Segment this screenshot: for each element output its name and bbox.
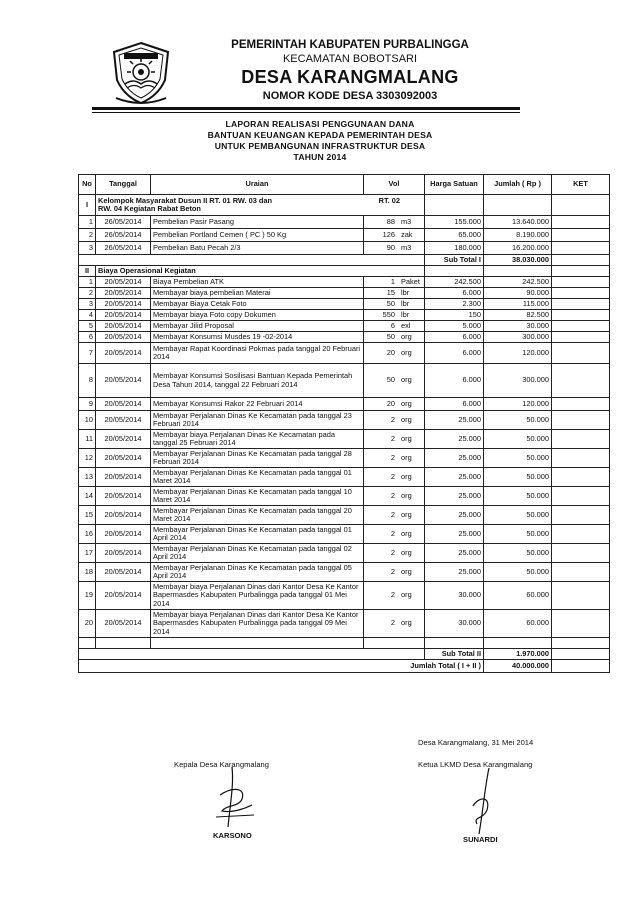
volume-cell [364, 321, 425, 332]
section-1-heading-row [79, 195, 610, 216]
row-unit-price: 6.000 [425, 288, 484, 299]
table-row [79, 216, 610, 229]
row-description: Membayar Perjalanan Dinas Ke Kecamatan pada tanggal 10 Maret 2014 [151, 487, 364, 506]
row-description: Membayar Konsumsi Musdes 19 -02-2014 [151, 332, 364, 343]
table-row [79, 525, 610, 544]
row-description: Membayar biaya pembelian Materai [151, 288, 364, 299]
row-unit-price: 30.000 [425, 582, 484, 610]
section-title-part: RW. 04 Kegiatan Rabat Beton [98, 204, 201, 213]
volume-cell [364, 343, 425, 364]
row-remarks [552, 563, 610, 582]
table-row [79, 506, 610, 525]
quantity: 20 [386, 347, 395, 357]
unit: lbr [401, 287, 410, 297]
row-remarks [552, 277, 610, 288]
row-remarks [552, 364, 610, 398]
letterhead [200, 38, 500, 103]
row-date: 20/05/2014 [96, 449, 151, 468]
quantity: 2 [390, 471, 395, 481]
unit: org [401, 547, 412, 557]
row-amount: 120.000 [484, 343, 552, 364]
unit: exl [401, 320, 411, 330]
col-volume-header: Vol [364, 175, 425, 195]
row-remarks [552, 430, 610, 449]
row-amount: 30.000 [484, 321, 552, 332]
row-amount: 60.000 [484, 582, 552, 610]
volume-cell [364, 449, 425, 468]
section-2-heading-row [79, 266, 610, 277]
subtotal-label: Sub Total II [425, 649, 484, 660]
table-row [79, 430, 610, 449]
row-number: 17 [79, 544, 96, 563]
empty-cell [552, 660, 610, 673]
row-unit-price: 150 [425, 310, 484, 321]
row-remarks [552, 216, 610, 229]
right-signature-scribble [465, 766, 505, 836]
row-number: 7 [79, 343, 96, 364]
row-number: 16 [79, 525, 96, 544]
empty-cell [96, 638, 151, 649]
row-unit-price: 6.000 [425, 398, 484, 411]
volume-cell [364, 216, 425, 229]
row-remarks [552, 544, 610, 563]
row-remarks [552, 321, 610, 332]
unit: m3 [401, 242, 412, 252]
row-unit-price: 30.000 [425, 610, 484, 638]
table-row [79, 310, 610, 321]
volume-cell [364, 411, 425, 430]
row-description: Membayar Perjalanan Dinas Ke Kecamatan pada tanggal 02 April 2014 [151, 544, 364, 563]
row-unit-price: 25.000 [425, 506, 484, 525]
volume-cell [364, 487, 425, 506]
table-row [79, 332, 610, 343]
quantity: 2 [390, 433, 395, 443]
row-number: 20 [79, 610, 96, 638]
quantity: 88 [386, 216, 395, 226]
row-description: Membayar Biaya Cetak Foto [151, 299, 364, 310]
quantity: 2 [390, 590, 395, 600]
row-unit-price: 2.300 [425, 299, 484, 310]
section-title [96, 195, 425, 216]
row-unit-price: 25.000 [425, 411, 484, 430]
grand-total-row [79, 660, 610, 673]
row-remarks [552, 299, 610, 310]
row-date: 20/05/2014 [96, 506, 151, 525]
col-remarks-header: KET [552, 175, 610, 195]
subtotal-1-row [79, 255, 610, 266]
row-date: 20/05/2014 [96, 299, 151, 310]
row-amount: 115.000 [484, 299, 552, 310]
row-date: 20/05/2014 [96, 525, 151, 544]
regency-emblem-logo [108, 40, 174, 106]
table-row [79, 299, 610, 310]
row-amount: 300.000 [484, 364, 552, 398]
letterhead-government: PEMERINTAH KABUPATEN PURBALINGGA [231, 39, 469, 51]
row-amount: 242.500 [484, 277, 552, 288]
report-title-line: BANTUAN KEUANGAN KEPADA PEMERINTAH DESA [207, 130, 433, 140]
section-title-part: Kelompok Masyarakat Dusun II RT. 01 RW. 03 dan [98, 195, 273, 205]
unit: org [401, 452, 412, 462]
volume-cell [364, 563, 425, 582]
row-amount: 120.000 [484, 398, 552, 411]
row-amount: 50.000 [484, 525, 552, 544]
row-number: 2 [79, 288, 96, 299]
unit: lbr [401, 298, 410, 308]
empty-cell [552, 255, 610, 266]
row-description: Pembelian Portland Cemen ( PC ) 50 Kg [151, 229, 364, 242]
empty-cell [151, 638, 364, 649]
unit: Paket [401, 276, 420, 286]
volume-cell [364, 544, 425, 563]
row-number: 6 [79, 332, 96, 343]
report-title-line: UNTUK PEMBANGUNAN INFRASTRUKTUR DESA [214, 141, 426, 151]
quantity: 1 [390, 276, 395, 286]
row-number: 13 [79, 468, 96, 487]
row-unit-price: 6.000 [425, 332, 484, 343]
row-number: 1 [79, 216, 96, 229]
row-unit-price: 155.000 [425, 216, 484, 229]
volume-cell [364, 398, 425, 411]
unit: org [401, 471, 412, 481]
empty-cell [552, 195, 610, 216]
signature-right-name: SUNARDI [463, 835, 498, 844]
row-unit-price: 242.500 [425, 277, 484, 288]
row-unit-price: 25.000 [425, 449, 484, 468]
row-date: 26/05/2014 [96, 242, 151, 255]
volume-cell [364, 525, 425, 544]
table-row [79, 610, 610, 638]
row-unit-price: 25.000 [425, 525, 484, 544]
quantity: 2 [390, 414, 395, 424]
row-number: 12 [79, 449, 96, 468]
letterhead-district: KECAMATAN BOBOTSARI [282, 53, 418, 65]
empty-cell [364, 638, 425, 649]
quantity: 2 [390, 509, 395, 519]
row-date: 20/05/2014 [96, 468, 151, 487]
table-row [79, 487, 610, 506]
row-amount: 300.000 [484, 332, 552, 343]
row-number: 9 [79, 398, 96, 411]
subtotal-value: 38.030.000 [484, 255, 552, 266]
quantity: 2 [390, 547, 395, 557]
row-unit-price: 25.000 [425, 430, 484, 449]
row-remarks [552, 582, 610, 610]
row-remarks [552, 398, 610, 411]
volume-cell [364, 430, 425, 449]
grand-total-label: Jumlah Total ( I + II ) [79, 660, 484, 673]
row-amount: 50.000 [484, 430, 552, 449]
row-description: Membayar biaya Foto copy Dokumen [151, 310, 364, 321]
row-description: Membayar Jilid Proposal [151, 321, 364, 332]
row-remarks [552, 242, 610, 255]
grand-total-value: 40.000.000 [484, 660, 552, 673]
unit: zak [401, 229, 413, 239]
row-number: 18 [79, 563, 96, 582]
empty-cell [552, 649, 610, 660]
row-date: 20/05/2014 [96, 430, 151, 449]
row-date: 20/05/2014 [96, 343, 151, 364]
table-row [79, 288, 610, 299]
row-number: 4 [79, 310, 96, 321]
row-unit-price: 5.000 [425, 321, 484, 332]
row-description: Membayar Perjalanan Dinas Ke Kecamatan pada tanggal 01 Maret 2014 [151, 468, 364, 487]
empty-cell [425, 266, 484, 277]
row-remarks [552, 229, 610, 242]
row-date: 20/05/2014 [96, 364, 151, 398]
row-remarks [552, 411, 610, 430]
section-number: II [79, 266, 96, 277]
letterhead-village: DESA KARANGMALANG [241, 67, 459, 87]
row-number: 14 [79, 487, 96, 506]
row-description: Membayar Rapat Koordinasi Pokmas pada tanggal 20 Februari 2014 [151, 343, 364, 364]
row-remarks [552, 288, 610, 299]
table-row [79, 411, 610, 430]
empty-cell [79, 638, 96, 649]
subtotal-value: 1.970.000 [484, 649, 552, 660]
report-title-line: LAPORAN REALISASI PENGGUNAAN DANA [225, 119, 415, 129]
row-date: 20/05/2014 [96, 610, 151, 638]
realization-table [78, 174, 610, 673]
quantity: 2 [390, 618, 395, 628]
row-date: 26/05/2014 [96, 216, 151, 229]
report-title [150, 119, 490, 163]
row-unit-price: 25.000 [425, 544, 484, 563]
volume-cell [364, 610, 425, 638]
volume-cell [364, 582, 425, 610]
table-row [79, 242, 610, 255]
volume-cell [364, 277, 425, 288]
volume-cell [364, 310, 425, 321]
row-date: 20/05/2014 [96, 277, 151, 288]
volume-cell [364, 364, 425, 398]
subtotal-2-row [79, 649, 610, 660]
letterhead-thin-rule [92, 112, 520, 113]
quantity: 2 [390, 490, 395, 500]
row-amount: 16.200.000 [484, 242, 552, 255]
row-description: Membayar Perjalanan Dinas Ke Kecamatan pada tanggal 05 April 2014 [151, 563, 364, 582]
row-remarks [552, 449, 610, 468]
unit: org [401, 375, 412, 385]
row-amount: 13.640.000 [484, 216, 552, 229]
letterhead-thick-rule [92, 107, 520, 110]
volume-cell [364, 242, 425, 255]
volume-cell [364, 229, 425, 242]
table-row [79, 229, 610, 242]
quantity: 126 [382, 229, 395, 239]
row-description: Membayar Perjalanan Dinas Ke Kecamatan pada tanggal 28 Februari 2014 [151, 449, 364, 468]
row-date: 20/05/2014 [96, 582, 151, 610]
row-number: 10 [79, 411, 96, 430]
volume-cell [364, 332, 425, 343]
row-description: Membayar Perjalanan Dinas Ke Kecamatan pada tanggal 20 Maret 2014 [151, 506, 364, 525]
signature-left-name: KARSONO [213, 831, 252, 840]
blank-row [79, 638, 610, 649]
row-amount: 50.000 [484, 411, 552, 430]
unit: m3 [401, 216, 412, 226]
signature-right-title: Ketua LKMD Desa Karangmalang [418, 760, 533, 769]
table-row [79, 563, 610, 582]
unit: org [401, 433, 412, 443]
row-remarks [552, 332, 610, 343]
quantity: 20 [386, 398, 395, 408]
unit: lbr [401, 309, 410, 319]
row-unit-price: 65.000 [425, 229, 484, 242]
row-amount: 60.000 [484, 610, 552, 638]
row-amount: 50.000 [484, 487, 552, 506]
row-amount: 82.500 [484, 310, 552, 321]
unit: org [401, 509, 412, 519]
row-remarks [552, 610, 610, 638]
empty-cell [79, 649, 425, 660]
empty-cell [425, 195, 484, 216]
volume-cell [364, 506, 425, 525]
quantity: 6 [390, 320, 395, 330]
row-date: 26/05/2014 [96, 229, 151, 242]
col-unit-price-header: Harga Satuan [425, 175, 484, 195]
quantity: 50 [386, 331, 395, 341]
table-row [79, 343, 610, 364]
row-amount: 50.000 [484, 506, 552, 525]
unit: org [401, 414, 412, 424]
table-row [79, 582, 610, 610]
row-date: 20/05/2014 [96, 563, 151, 582]
row-remarks [552, 468, 610, 487]
unit: org [401, 618, 412, 628]
row-amount: 50.000 [484, 468, 552, 487]
row-number: 5 [79, 321, 96, 332]
col-no-header: No [79, 175, 96, 195]
col-amount-header: Jumlah ( Rp ) [484, 175, 552, 195]
volume-cell [364, 299, 425, 310]
row-unit-price: 25.000 [425, 487, 484, 506]
row-description: Pembelian Batu Pecah 2/3 [151, 242, 364, 255]
empty-cell [484, 638, 552, 649]
row-description: Membayar biaya Perjalanan Dinas dari Kantor Desa Ke Kantor Bapermasdes Kabupaten Purbalingga pada tanggal 09 Mei 2014 [151, 610, 364, 638]
quantity: 2 [390, 566, 395, 576]
quantity: 2 [390, 452, 395, 462]
row-unit-price: 25.000 [425, 468, 484, 487]
row-unit-price: 6.000 [425, 343, 484, 364]
table-row [79, 277, 610, 288]
unit: org [401, 347, 412, 357]
empty-cell [484, 266, 552, 277]
row-description: Membayar biaya Perjalanan Dinas dari Kantor Desa Ke Kantor Bapermasdes Kabupaten Purbalingga pada tanggal 01 Mei 2014 [151, 582, 364, 610]
table-row [79, 544, 610, 563]
unit: org [401, 331, 412, 341]
row-description: Pembelian Pasir Pasang [151, 216, 364, 229]
quantity: 15 [386, 287, 395, 297]
row-number: 8 [79, 364, 96, 398]
quantity: 50 [386, 375, 395, 385]
row-date: 20/05/2014 [96, 310, 151, 321]
letterhead-village-code: NOMOR KODE DESA 3303092003 [262, 90, 438, 102]
unit: org [401, 398, 412, 408]
row-remarks [552, 506, 610, 525]
unit: org [401, 528, 412, 538]
empty-cell [484, 195, 552, 216]
row-remarks [552, 310, 610, 321]
section-title-part: RT. 02 [378, 195, 400, 205]
row-date: 20/05/2014 [96, 321, 151, 332]
left-signature-scribble [212, 765, 262, 830]
section-number: I [79, 195, 96, 216]
row-date: 20/05/2014 [96, 487, 151, 506]
row-date: 20/05/2014 [96, 544, 151, 563]
row-number: 2 [79, 229, 96, 242]
row-description: Biaya Pembelian ATK [151, 277, 364, 288]
row-number: 11 [79, 430, 96, 449]
col-date-header: Tanggal [96, 175, 151, 195]
row-unit-price: 25.000 [425, 563, 484, 582]
table-row [79, 398, 610, 411]
table-row [79, 364, 610, 398]
empty-cell [425, 638, 484, 649]
row-number: 15 [79, 506, 96, 525]
signature-place-date: Desa Karangmalang, 31 Mei 2014 [418, 738, 534, 747]
subtotal-label: Sub Total I [425, 255, 484, 266]
row-description: Membayar Perjalanan Dinas Ke Kecamatan pada tanggal 01 April 2014 [151, 525, 364, 544]
volume-cell [364, 468, 425, 487]
empty-cell [552, 266, 610, 277]
row-number: 3 [79, 299, 96, 310]
row-number: 19 [79, 582, 96, 610]
quantity: 50 [386, 298, 395, 308]
row-date: 20/05/2014 [96, 398, 151, 411]
section-title: Biaya Operasional Kegiatan [96, 266, 425, 277]
row-date: 20/05/2014 [96, 332, 151, 343]
row-description: Membayar biaya Perjalanan Dinas Ke Kecamatan pada tanggal 25 Februari 2014 [151, 430, 364, 449]
row-description: Membayar Konsumsi Sosilisasi Bantuan Kepada Pemerintah Desa Tahun 2014, tanggal 22 Februari 2014 [151, 364, 364, 398]
unit: org [401, 566, 412, 576]
quantity: 550 [382, 309, 395, 319]
row-amount: 50.000 [484, 449, 552, 468]
row-description: Membayar Perjalanan Dinas Ke Kecamatan pada tanggal 23 Februari 2014 [151, 411, 364, 430]
empty-cell [552, 638, 610, 649]
row-amount: 50.000 [484, 544, 552, 563]
report-title-line: TAHUN 2014 [293, 152, 347, 162]
row-description: Membayar Konsumsi Rakor 22 Februari 2014 [151, 398, 364, 411]
row-amount: 50.000 [484, 563, 552, 582]
row-remarks [552, 487, 610, 506]
row-unit-price: 6.000 [425, 364, 484, 398]
unit: org [401, 590, 412, 600]
table-header-row [79, 175, 610, 195]
signature-left-title: Kepala Desa Karangmalang [174, 760, 269, 769]
empty-cell [79, 255, 425, 266]
row-unit-price: 180.000 [425, 242, 484, 255]
quantity: 90 [386, 242, 395, 252]
row-remarks [552, 525, 610, 544]
unit: org [401, 490, 412, 500]
volume-cell [364, 288, 425, 299]
row-date: 20/05/2014 [96, 411, 151, 430]
col-description-header: Uraian [151, 175, 364, 195]
row-number: 1 [79, 277, 96, 288]
table-row [79, 321, 610, 332]
row-amount: 8.190.000 [484, 229, 552, 242]
table-row [79, 468, 610, 487]
row-number: 3 [79, 242, 96, 255]
quantity: 2 [390, 528, 395, 538]
row-amount: 90.000 [484, 288, 552, 299]
row-remarks [552, 343, 610, 364]
row-date: 20/05/2014 [96, 288, 151, 299]
table-row [79, 449, 610, 468]
